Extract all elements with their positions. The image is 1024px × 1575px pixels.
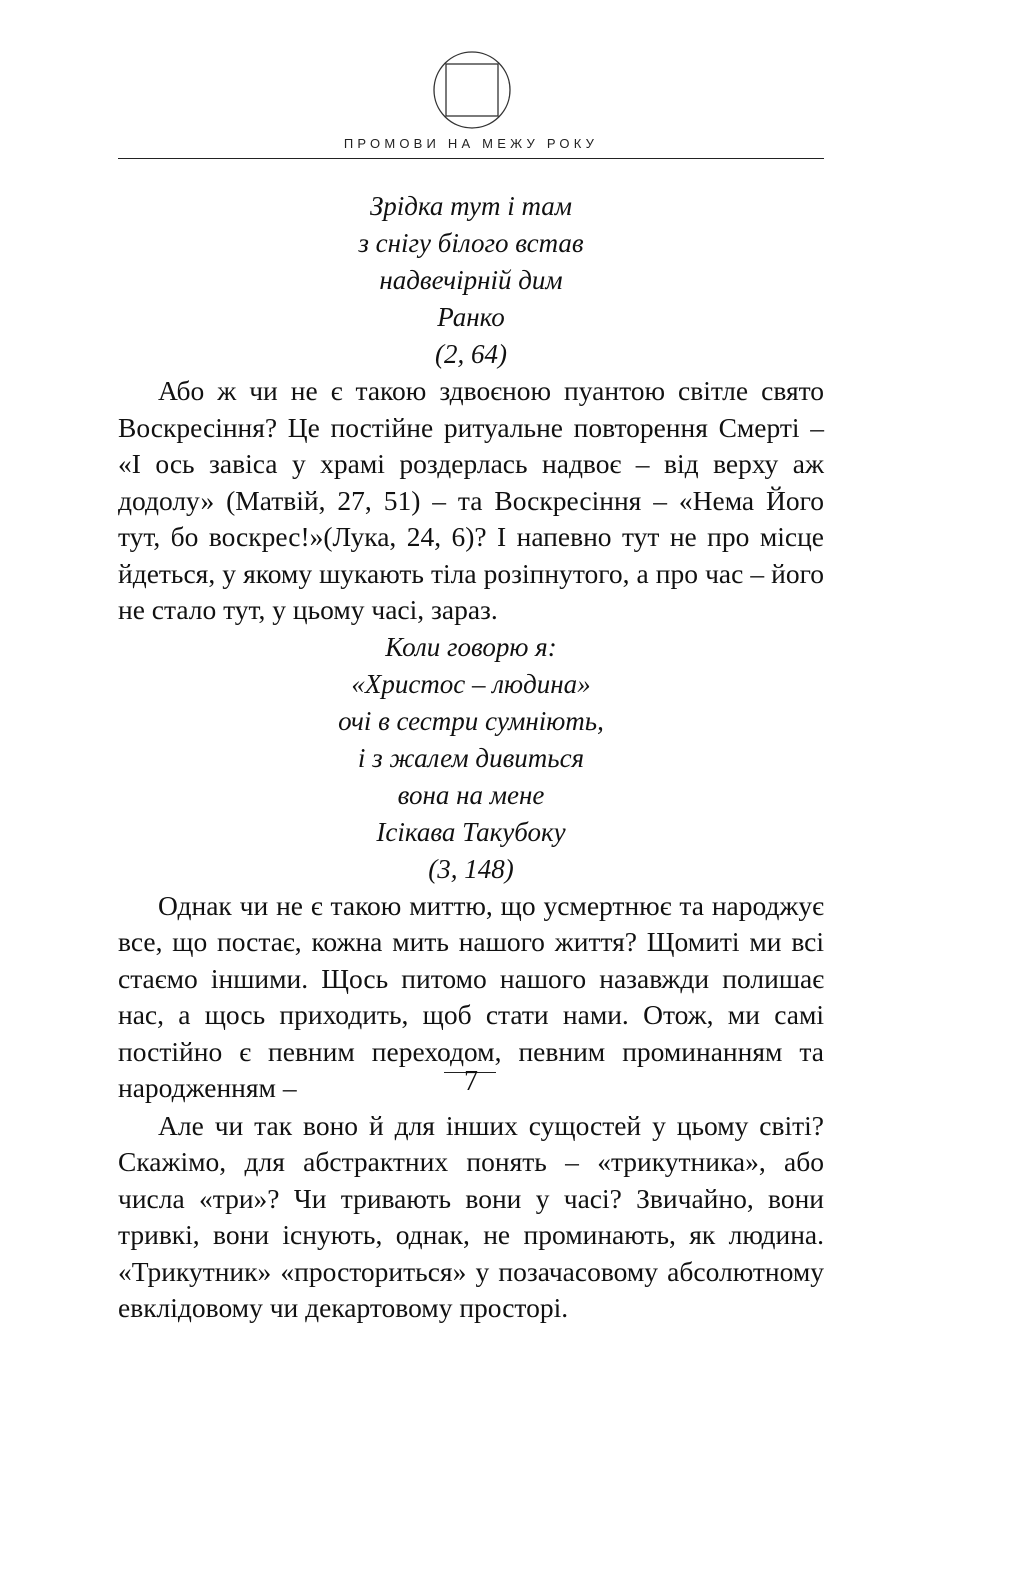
page-number: 7 [464,1066,478,1097]
paragraph-2: Однак чи не є такою миттю, що усмертнює та народжує все, що постає, кожна мить нашого життя? Щомиті ми всі стаємо іншими. Щось питомо нашого назавжди полишає нас, а щось приходить, щоб стати нами. Отож, ми самі постійно є певним переходом, певним проминанням та народженням – [118,889,824,1103]
verse-reference: (3, 148) [428,853,514,884]
verse-line: вона на мене [397,779,545,810]
running-title: ПРОМОВИ НА МЕЖУ РОКУ [343,136,599,151]
verse-quote-1 [118,188,824,373]
circle-square-emblem-icon [432,50,512,130]
verse-line: очі в сестри сумніють, [338,705,604,736]
header-rule [118,158,824,159]
verse-reference: (2, 64) [435,339,507,369]
page-body [118,188,824,1327]
verse-author: Ранко [437,302,505,332]
verse-quote-2 [118,629,824,888]
paragraph-3: Але чи так воно й для інших сущостей у цьому світі? Скажімо, для абстрактних понять – «трикутника», або числа «три»? Чи тривають вони у часі? Звичайно, вони тривкі, вони існують, однак, не проминають, як людина. «Трикутник» «просториться» у позачасовому абсолютному евклідовому чи декартовому просторі. [118,1109,824,1323]
verse-author: Ісікава Такубоку [376,816,566,847]
paragraph-1: Або ж чи не є такою здвоєною пуантою світле свято Воскресіння? Це постійне ритуальне повторення Смерті – «І ось завіса у храмі роздерлась надвоє – від верху аж додолу» (Матвій, 27, 51) – та Воскресіння – «Нема Його тут, бо воскрес!»(Лука, 24, 6)? І напевно тут не про місце йдеться, у якому шукають тіла розіпнутого, а про час – його не стало тут, у цьому часі, зараз. [118,375,824,625]
verse-line: і з жалем дивиться [357,742,585,773]
verse-line: «Христос – людина» [351,668,591,699]
verse-line: Зрідка тут і там [369,191,573,221]
verse-line: надвечірній дим [379,265,563,295]
verse-line: з снігу білого встав [358,228,584,258]
verse-line: Коли говорю я: [385,631,557,662]
